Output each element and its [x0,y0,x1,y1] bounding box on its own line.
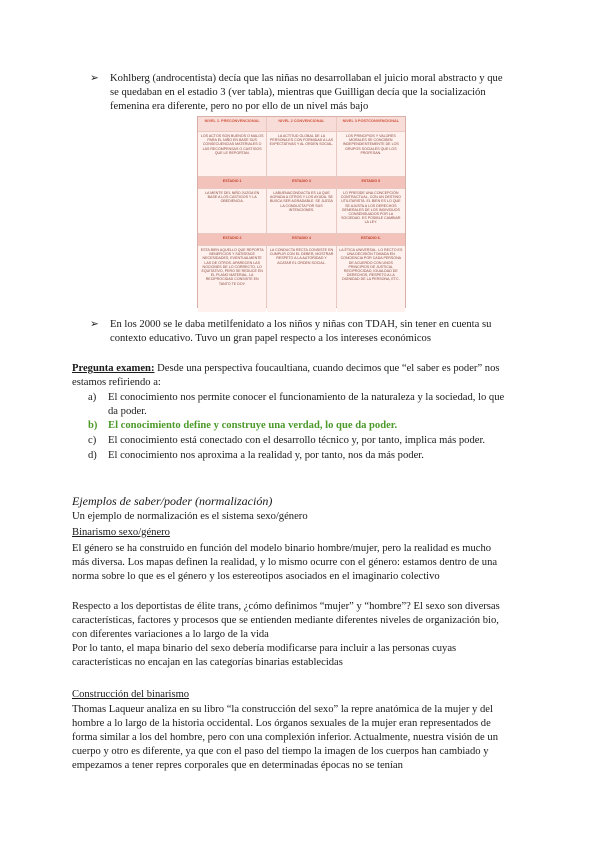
paragraph-genero [72,542,528,584]
table-cell: LA CONDUCTA RECTA CONSISTE EN CUMPLIR CON EL DEBER, MOSTRAR RESPETO A LA AUTORIDAD Y ACATAR EL ORDEN SOCIAL. [267,246,335,312]
para-line: hombre a lo largo de la historia occidental. Los órganos sexuales de la mujer eran representados de [72,718,491,729]
paragraph-deportistas [72,600,528,670]
option-label: a) [88,392,97,403]
bullet-tdah [90,318,528,348]
option-d [88,449,528,463]
para-line: con diferentes variaciones a lo largo de la vida [72,629,269,640]
option-line: El conocimiento nos permite conocer el funcionamiento de la naturaleza y la sociedad, lo que [108,392,505,403]
question-text: Desde una perspectiva foucaultiana, cuando decimos que “el saber es poder” nos [154,363,500,374]
option-b-correct [88,419,528,433]
para-line: empezamos a tener repres corporales que en determinadas épocas no se tenían [72,760,403,771]
option-line: El conocimiento nos aproxima a la realidad y, por tanto, nos da más poder. [108,450,424,461]
bullet-line: femenina era diferente, pero no por ello de un nivel más bajo [110,101,369,112]
paragraph-laqueur [72,703,528,773]
table-cell: LA ÉTICA UNIVERSAL. LO RECTO ES UNA DECISIÓN TOMADA EN CONCIENCIA POR CADA PERSONA DE ACUERDO CON UNOS PRINCIPIOS DE JUSTICIA, RECIPROCIDAD, IGUALDAD DE DERECHOS, RESPETO A LA DIGNIDAD DE LA PERSONA, ETC. [337,246,405,312]
arrow-bullet-icon: ➢ [90,73,99,84]
table-cell: LOS ACTOS SON BUENOS O MALOS PARA EL NIÑO EN BASE SUS CONSECUENCIAS MATERIALES O LAS RECOMPENSAS O CASTIGOS QUE LE REPORTAN. [198,132,266,176]
para-line: más diversa. Los mapas definen la realidad, y lo mismo ocurre con el género: estamos dentro de una [72,557,498,568]
bullet-line: Kohlberg (androcentista) decía que las niñas no desarrollaban el juicio moral abstracto y que [110,73,503,84]
para-line: cuerpo y otro es diferente, ya que con el paso del tiempo la imagen de los cuerpos han cambiado y [72,746,489,757]
table-header: NIVEL 3 POSTCONVENCIONAL [337,117,405,131]
para-line: El género se ha construido en función del modelo binario hombre/mujer, pero la realidad es mucho [72,543,492,554]
bullet-line: contexto educativo. Tuvo un gran papel respecto a los intereses económicos [110,333,431,344]
option-c [88,434,528,448]
option-line: El conocimiento define y construye una verdad, lo que da poder. [108,420,398,431]
option-line: da poder. [108,406,147,417]
para-line: norma sobre lo que es el género y los estereotipos asociados en el imaginario colectivo [72,571,440,582]
table-cell: LOS PRINCIPIOS Y VALORES MORALES SE CONCIBEN INDEPENDIENTEMENTE DE LOS GRUPOS SOCIALES QUE LOS PROFESAN. [337,132,405,176]
para-line: características, factores y procesos que se entienden mediante diferentes niveles de organización bio, [72,615,499,626]
table-header: NIVEL 2 CONVENCIONAL [267,117,335,131]
table-cell: LA MENTE DEL NIÑO JUZGA EN BASE A LOS CASTIGOS Y LA OBEDIENCIA. [198,189,266,233]
option-a [88,391,528,419]
question-title: Pregunta examen: [72,363,155,374]
para-line: Por lo tanto, el mapa binario del sexo debería modificarse para incluir a las personas cuyas [72,643,457,654]
table-cell: LA ACTITUD GLOBAL DE LA PERSONA ES CON FORMIDAD A LAS EXPECTATIVAS Y AL ORDEN SOCIAL. [267,132,335,176]
table-cell: LABUENACONDUCTA ES LA QUE AGRADA A OTROS Y LOS AYUDA. SE BUSCA SER AGRADABLE. SE JUZGA LA CONDUCTA POR SUS INTENCIONES. [267,189,335,233]
option-label: b) [88,420,98,431]
table-cell: ESTA BIEN AQUELLO QUE REPORTA BENEFICIOS Y SATISFACE NECESIDADES, EVENTUALMENTE LAS DE OTROS. APARECEN LAS NOCIONES DE LO CORRECTO, LO EQUITATIVO, PERO SE REDUCE EN EL PLANO MATERIAL. LA RECIPROCIDAD CONSISTE EN TANTO TE DOY. [198,246,266,312]
question-text: estamos refiriendo a: [72,377,161,388]
para-line: forma similar a los del hombre, pero con una complexión inferior. Actualmente, nuestra visión de un [72,732,498,743]
para-line: características no encajan en las categorías binarias establecidas [72,657,343,668]
table-stage-label: ESTADIO 1 [198,177,266,188]
table-stage-label: ESTADIO 4 [267,234,335,245]
table-stage-label: ESTADIO 2 [198,234,266,245]
option-label: d) [88,450,97,461]
exam-question [72,362,528,390]
bullet-line: En los 2000 se le daba metilfenidato a los niños y niñas con TDAH, sin tener en cuenta su [110,319,492,330]
table-header: NIVEL 1. PRECONVENCIONAL [198,117,266,131]
table-stage-label: ESTADIO 6. [337,234,405,245]
bullet-kohlberg [90,72,528,116]
bullet-line: se quedaban en el estadio 3 (ver tabla), mientras que Guilligan decía que la socialización [110,87,486,98]
kohlberg-stages-table [197,116,406,308]
table-stage-label: ESTADIO 5 [337,177,405,188]
table-cell: LO PRESIDE UNA CONCEPCIÓN CONTRACTUAL, CON UN DESTINO UTILITARISTA. EL BIEN ES LO QUE SE AJUSTA A LOS DERECHOS GENERALES DE LOS INDIVIDUOS CONSENSUADOS POR LA SOCIEDAD. ES POSIBLE CAMBIAR LA LEY. [337,189,405,233]
section-heading: Ejemplos de saber/poder (normalización) [72,494,273,508]
para-line: Respecto a los deportistas de élite trans, ¿cómo definimos “mujer” y “hombre”? El sexo son diversas [72,601,500,612]
para-line: Thomas Laqueur analiza en su libro “la construcción del sexo” la repre anatómica de la mujer y del [72,704,493,715]
arrow-bullet-icon: ➢ [90,319,99,330]
table-stage-label: ESTADIO 3 [267,177,335,188]
section-intro: Un ejemplo de normalización es el sistema sexo/género [72,511,308,522]
option-label: c) [88,435,97,446]
subheading-construccion: Construcción del binarismo [72,689,190,700]
option-line: El conocimiento está conectado con el desarrollo técnico y, por tanto, implica más poder. [108,435,486,446]
subheading-binarismo: Binarismo sexo/género [72,527,170,538]
